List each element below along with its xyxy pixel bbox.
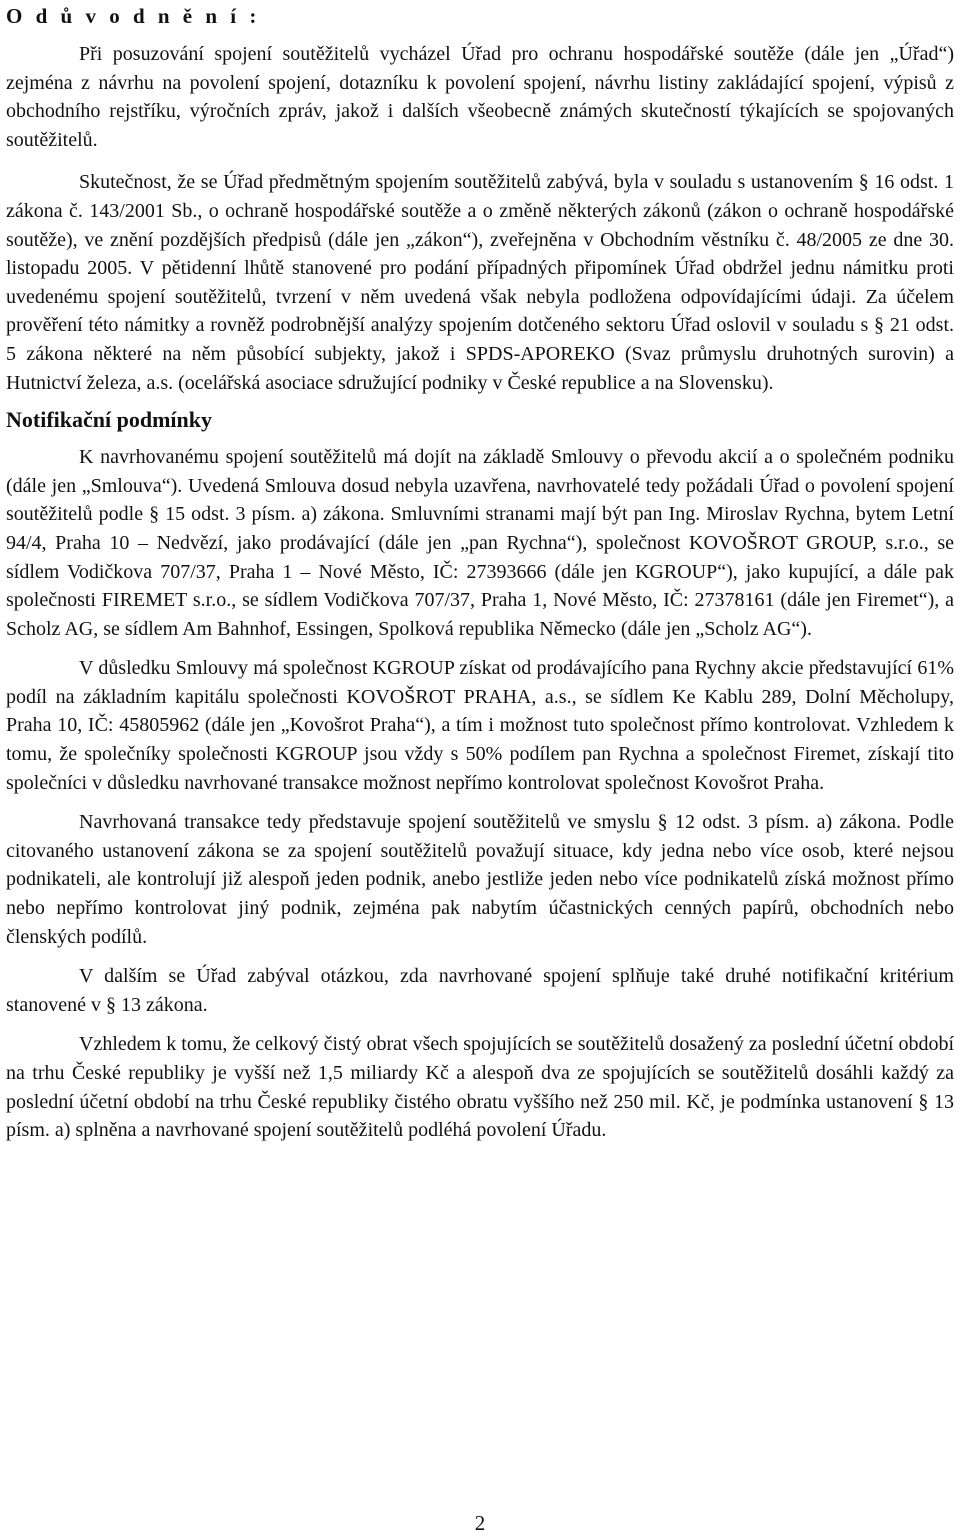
paragraph-sources: Při posuzování spojení soutěžitelů vycházel Úřad pro ochranu hospodářské soutěže (dále jen „Úřad“) zejména z návrhu na povolení spojení, dotazníku k povolení spojení, návrhu listiny zakládající spojení, výpisů z obchodního rejstříku, výročních zpráv, jakož i dalších všeobecně známých skutečností týkajících se spojovaných soutěžitelů. bbox=[6, 43, 954, 151]
paragraph-turnover: Vzhledem k tomu, že celkový čistý obrat všech spojujících se soutěžitelů dosažený za poslední účetní období na trhu České republiky je vyšší než 1,5 miliardy Kč a alespoň dva ze spojujících se soutěžitelů dosáhli každý za poslední účetní období na trhu České republiky čistého obratu vyššího než 250 mil. Kč, je podmínka ustanovení § 13 písm. a) splněna a navrhované spojení soutěžitelů podléhá povolení Úřadu. bbox=[6, 1033, 954, 1142]
section-title-notification: Notifikační podmínky bbox=[6, 407, 212, 433]
document-page bbox=[6, 0, 954, 1145]
page-heading: O d ů v o d n ě n í : bbox=[6, 4, 261, 28]
paragraph-concentration: Navrhovaná transakce tedy představuje spojení soutěžitelů ve smyslu § 12 odst. 3 písm. a) zákona. Podle citovaného ustanovení zákona se za spojení soutěžitelů považují situace, kdy jedna nebo více osob, které nejsou podnikateli, ale kontrolují již alespoň jeden podnik, anebo jestliže jeden nebo více podnikatelů získá možnost přímo nebo nepřímo kontrolovat jiný podnik, zejména pak nabytím účastnických cenných papírů, obchodních nebo členských podílů. bbox=[6, 811, 954, 948]
page-number: 2 bbox=[474, 1511, 486, 1535]
paragraph-criterion: V dalším se Úřad zabýval otázkou, zda navrhované spojení splňuje také druhé notifikační kritérium stanovené v § 13 zákona. bbox=[6, 965, 954, 1016]
paragraph-publication: Skutečnost, že se Úřad předmětným spojením soutěžitelů zabývá, byla v souladu s ustanovením § 16 odst. 1 zákona č. 143/2001 Sb., o ochraně hospodářské soutěže a o změně některých zákonů (zákon o ochraně hospodářské soutěže), ve znění pozdějších předpisů (dále jen „zákon“), zveřejněna v Obchodním věstníku č. 48/2005 ze dne 30. listopadu 2005. V pětidenní lhůtě stanovené pro podání případných připomínek Úřad obdržel jednu námitku proti uvedenému spojení soutěžitelů, tvrzení v něm uvedená však nebyla podložena odpovídajícími údaji. Za účelem prověření této námitky a rovněž podrobnější analýzy spojením dotčeného sektoru Úřad oslovil v souladu s § 21 odst. 5 zákona některé na něm působící subjekty, jakož i SPDS-APOREKO (Svaz průmyslu druhotných surovin) a Hutnictví železa, a.s. (ocelářská asociace sdružující podniky v České republice a na Slovensku). bbox=[6, 171, 954, 394]
paragraph-contract: K navrhovanému spojení soutěžitelů má dojít na základě Smlouvy o převodu akcií a o společném podniku (dále jen „Smlouva“). Uvedená Smlouva dosud nebyla uzavřena, navrhovatelé tedy požádali Úřad o povolení spojení soutěžitelů podle § 15 odst. 3 písm. a) zákona. Smluvními stranami mají být pan Ing. Miroslav Rychna, bytem Letní 94/4, Praha 10 – Nedvězí, jako prodávající (dále jen „pan Rychna“), společnost KOVOŠROT GROUP, s.r.o., se sídlem Vodičkova 707/37, Praha 1 – Nové Město, IČ: 27393666 (dále jen KGROUP“), jako kupující, a dále pak společnosti FIREMET s.r.o., se sídlem Vodičkova 707/37, Praha 1, Nové Město, IČ: 27378161 (dále jen Firemet“), a Scholz AG, se sídlem Am Bahnhof, Essingen, Spolková republika Německo (dále jen „Scholz AG“). bbox=[6, 446, 954, 640]
paragraph-acquisition: V důsledku Smlouvy má společnost KGROUP získat od prodávajícího pana Rychny akcie představující 61% podíl na základním kapitálu společnosti KOVOŠROT PRAHA, a.s., se sídlem Ke Kablu 289, Dolní Měcholupy, Praha 10, IČ: 45805962 (dále jen „Kovošrot Praha“), a tím i možnost tuto společnost přímo kontrolovat. Vzhledem k tomu, že společníky společnosti KGROUP jsou vždy s 50% podílem pan Rychna a společnost Firemet, získají tito společníci v důsledku navrhované transakce možnost nepřímo kontrolovat společnost Kovošrot Praha. bbox=[6, 657, 954, 794]
